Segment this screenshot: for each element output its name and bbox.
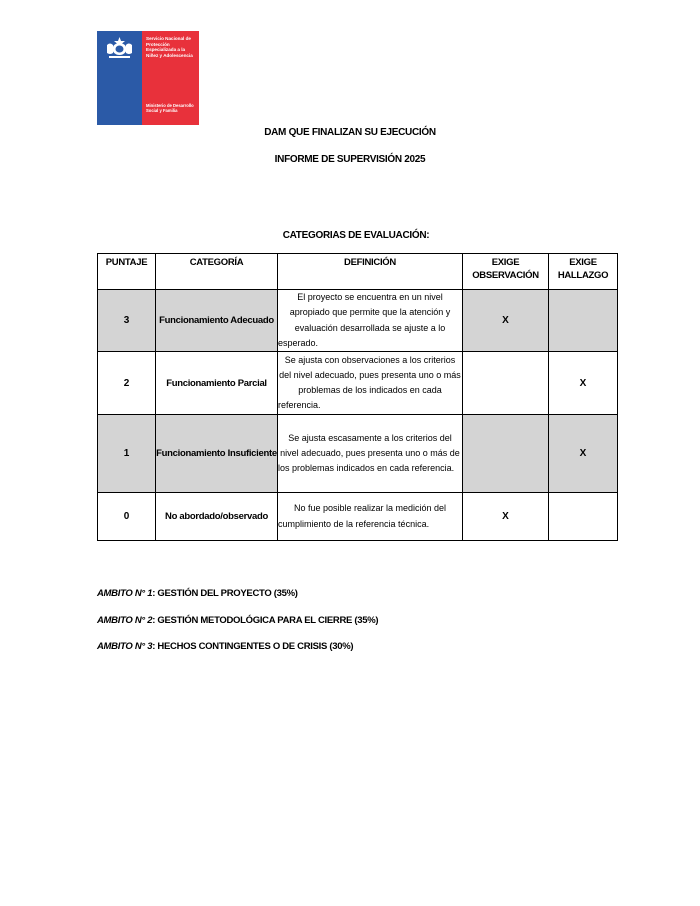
cell-categoria: Funcionamiento Adecuado bbox=[156, 290, 278, 352]
table-row bbox=[98, 290, 618, 352]
logo-emblem-panel bbox=[97, 31, 142, 125]
ambito-label: AMBITO N° 2 bbox=[97, 615, 153, 626]
table-row bbox=[98, 415, 618, 493]
institution-logo bbox=[97, 31, 199, 125]
cell-exige-hallazgo: X bbox=[549, 352, 618, 415]
coat-of-arms-icon bbox=[104, 35, 135, 59]
header-exige-hallazgo: EXIGE HALLAZGO bbox=[549, 254, 618, 290]
ambito-1 bbox=[97, 588, 298, 599]
cell-definicion: Se ajusta escasamente a los criterios del nivel adecuado, pues presenta uno o más de los problemas indicados en cada referencia. bbox=[278, 415, 463, 493]
cell-definicion: Se ajusta con observaciones a los criterios del nivel adecuado, pues presenta uno o más problemas de los indicados en cada referencia. bbox=[278, 352, 463, 415]
ambito-text: : GESTIÓN METODOLÓGICA PARA EL CIERRE (35%) bbox=[152, 615, 379, 626]
cell-categoria: Funcionamiento Insuficiente bbox=[156, 415, 278, 493]
cell-puntaje: 0 bbox=[98, 493, 156, 541]
cell-categoria: No abordado/observado bbox=[156, 493, 278, 541]
cell-exige-observacion bbox=[463, 352, 549, 415]
cell-exige-observacion: X bbox=[463, 493, 549, 541]
cell-exige-hallazgo: X bbox=[549, 415, 618, 493]
table-caption: CATEGORIAS DE EVALUACIÓN: bbox=[282, 230, 430, 241]
cell-puntaje: 1 bbox=[98, 415, 156, 493]
cell-exige-observacion: X bbox=[463, 290, 549, 352]
cell-exige-hallazgo bbox=[549, 493, 618, 541]
document-subtitle: INFORME DE SUPERVISIÓN 2025 bbox=[274, 154, 426, 165]
logo-text-panel bbox=[142, 31, 199, 125]
cell-categoria: Funcionamiento Parcial bbox=[156, 352, 278, 415]
ambito-3 bbox=[97, 641, 353, 652]
header-puntaje: PUNTAJE bbox=[98, 254, 156, 290]
ambito-2 bbox=[97, 615, 378, 626]
ambito-text: : GESTIÓN DEL PROYECTO (35%) bbox=[152, 588, 298, 599]
evaluation-categories-table bbox=[97, 253, 618, 541]
cell-puntaje: 2 bbox=[98, 352, 156, 415]
ambito-text: : HECHOS CONTINGENTES O DE CRISIS (30%) bbox=[152, 641, 354, 652]
header-exige-observacion: EXIGE OBSERVACIÓN bbox=[463, 254, 549, 290]
logo-ministry: Ministerio de Desarrollo Social y Familia bbox=[146, 103, 194, 113]
document-title: DAM QUE FINALIZAN SU EJECUCIÓN bbox=[264, 127, 436, 138]
ambito-label: AMBITO N° 3 bbox=[97, 641, 153, 652]
header-definicion: DEFINICIÓN bbox=[278, 254, 463, 290]
table-header-row bbox=[98, 254, 618, 290]
logo-org-name: Servicio Nacional de Protección Especializada a la Niñez y Adolescencia bbox=[146, 36, 193, 58]
cell-definicion: No fue posible realizar la medición del cumplimiento de la referencia técnica. bbox=[278, 493, 463, 541]
ambito-label: AMBITO N° 1 bbox=[97, 588, 153, 599]
cell-exige-hallazgo bbox=[549, 290, 618, 352]
cell-exige-observacion bbox=[463, 415, 549, 493]
cell-definicion: El proyecto se encuentra en un nivel apropiado que permite que la atención y evaluación desarrollada se ajuste a lo esperado. bbox=[278, 290, 463, 352]
table-row bbox=[98, 493, 618, 541]
header-categoria: CATEGORÍA bbox=[156, 254, 278, 290]
cell-puntaje: 3 bbox=[98, 290, 156, 352]
table-row bbox=[98, 352, 618, 415]
